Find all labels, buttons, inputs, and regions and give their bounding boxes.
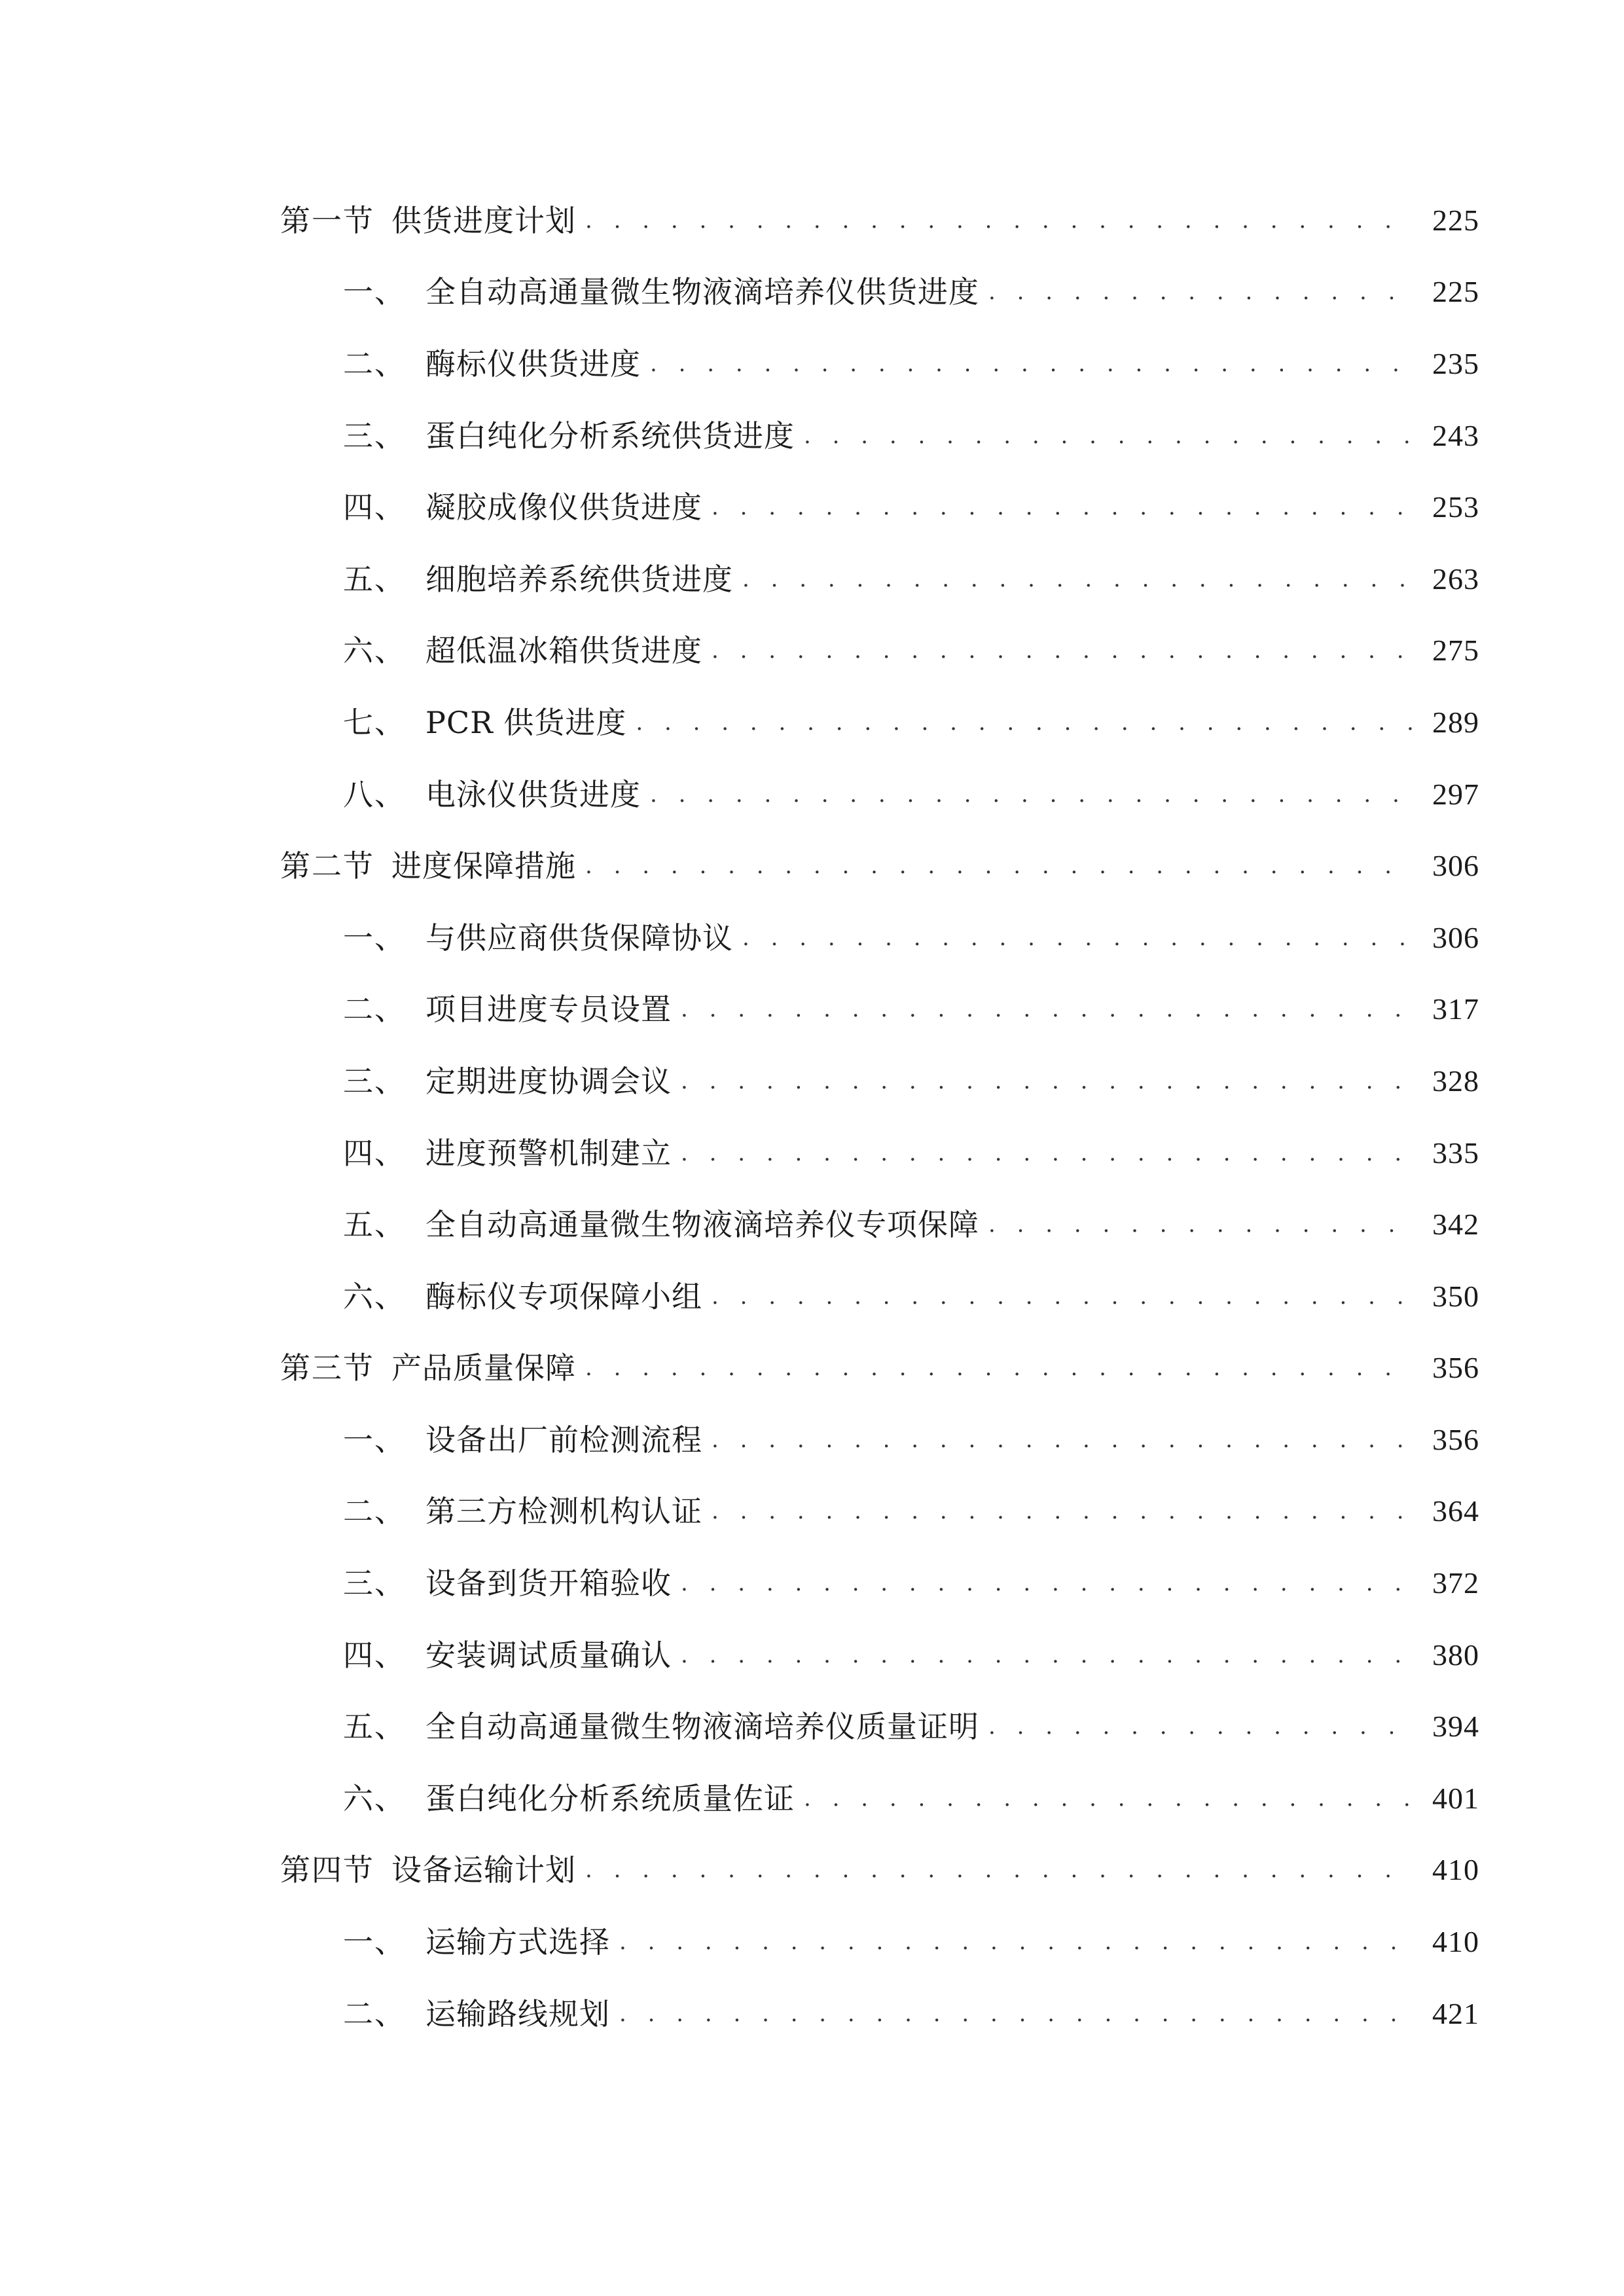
toc-entry-page-number: 350 [1432,1279,1479,1313]
toc-entry-number: 五、 [343,561,406,597]
toc-entry-title: 运输路线规划 [425,1996,610,2032]
toc-entry-title: 运输方式选择 [425,1924,610,1960]
toc-entry-title: 全自动高通量微生物液滴培养仪供货进度 [425,274,979,310]
toc-entry[interactable] [280,1547,1479,1619]
toc-entry-number: 六、 [343,1278,406,1314]
toc-entry-number: 一、 [343,274,406,310]
dot-leader [650,353,1415,375]
toc-entry-page-number: 225 [1432,275,1479,309]
toc-entry-page-number: 317 [1432,992,1479,1026]
toc-entry-number: 四、 [343,490,406,526]
dot-leader [712,1285,1415,1308]
toc-entry-number: 三、 [343,1566,406,1602]
toc-entry-title: 电泳仪供货进度 [425,776,641,812]
toc-entry-number: 三、 [343,418,406,454]
dot-leader [585,1859,1415,1881]
toc-entry-title: 蛋白纯化分析系统供货进度 [425,418,795,454]
dot-leader [681,1644,1415,1666]
dot-leader [742,927,1415,949]
dot-leader [712,1429,1415,1451]
toc-entry-number: 七、 [343,704,406,740]
toc-entry-number: 六、 [343,633,406,669]
toc-entry[interactable] [280,1261,1479,1333]
toc-entry-page-number: 394 [1432,1710,1479,1744]
toc-entry[interactable] [280,615,1479,687]
toc-entry[interactable] [280,1189,1479,1261]
dot-leader [712,1500,1415,1522]
toc-entry-number: 第三节 [280,1350,374,1386]
toc-entry[interactable] [280,974,1479,1046]
dot-leader [681,998,1415,1020]
toc-entry-page-number: 306 [1432,849,1479,883]
toc-entry[interactable] [280,471,1479,543]
toc-entry-page-number: 342 [1432,1208,1479,1242]
dot-leader [988,1715,1415,1738]
dot-leader [712,496,1415,518]
toc-entry-title: 酶标仪专项保障小组 [425,1278,702,1314]
dot-leader [681,1572,1415,1594]
toc-entry-title: 酶标仪供货进度 [425,346,641,382]
toc-entry-number: 第四节 [280,1852,374,1888]
toc-entry-number: 八、 [343,776,406,812]
toc-entry-page-number: 263 [1432,562,1479,596]
toc-entry-number: 四、 [343,1135,406,1171]
dot-leader [619,1931,1415,1953]
toc-entry[interactable] [280,902,1479,974]
toc-entry-number: 第一节 [280,202,374,238]
toc-entry-page-number: 306 [1432,920,1479,954]
dot-leader [988,281,1415,303]
dot-leader [988,1213,1415,1236]
toc-entry[interactable] [280,185,1479,257]
dot-leader [650,783,1415,806]
toc-entry-title: 安装调试质量确认 [425,1637,672,1673]
toc-entry-page-number: 289 [1432,705,1479,739]
toc-entry-title: 超低温冰箱供货进度 [425,633,702,669]
toc-entry[interactable] [280,328,1479,400]
dot-leader [712,639,1415,662]
dot-leader [742,568,1415,590]
dot-leader [681,1070,1415,1092]
dot-leader [585,209,1415,232]
toc-entry-title: 蛋白纯化分析系统质量佐证 [425,1780,795,1816]
toc-entry[interactable] [280,1835,1479,1907]
toc-entry-number: 六、 [343,1780,406,1816]
table-of-contents [280,185,1479,2049]
toc-entry[interactable] [280,1333,1479,1405]
toc-entry-title: 设备运输计划 [391,1852,576,1888]
toc-entry-page-number: 380 [1432,1638,1479,1672]
toc-entry[interactable] [280,1619,1479,1691]
toc-entry-number: 五、 [343,1207,406,1243]
toc-entry-number: 三、 [343,1063,406,1099]
toc-entry-number: 二、 [343,1494,406,1530]
toc-entry-title: 全自动高通量微生物液滴培养仪质量证明 [425,1709,979,1745]
toc-entry-title: 设备出厂前检测流程 [425,1422,702,1458]
toc-entry[interactable] [280,1045,1479,1117]
toc-entry-title: PCR 供货进度 [425,704,627,740]
toc-entry-title: 细胞培养系统供货进度 [425,561,733,597]
toc-entry-title: 进度预警机制建立 [425,1135,672,1171]
toc-entry-title: 凝胶成像仪供货进度 [425,490,702,526]
toc-entry[interactable] [280,1691,1479,1763]
toc-entry[interactable] [280,687,1479,759]
toc-entry-number: 一、 [343,1422,406,1458]
toc-entry-number: 五、 [343,1709,406,1745]
dot-leader [585,1357,1415,1379]
toc-entry-page-number: 364 [1432,1494,1479,1528]
toc-entry[interactable] [280,1117,1479,1189]
toc-entry[interactable] [280,257,1479,329]
toc-entry[interactable] [280,1906,1479,1978]
toc-entry-page-number: 328 [1432,1064,1479,1098]
toc-entry-title: 第三方检测机构认证 [425,1494,702,1530]
toc-entry-number: 四、 [343,1637,406,1673]
toc-entry-number: 一、 [343,920,406,956]
toc-entry-title: 项目进度专员设置 [425,992,672,1028]
toc-entry[interactable] [280,1404,1479,1476]
toc-entry-page-number: 356 [1432,1351,1479,1385]
dot-leader [585,855,1415,877]
dot-leader [804,1787,1415,1810]
toc-entry-number: 二、 [343,992,406,1028]
toc-entry-title: 全自动高通量微生物液滴培养仪专项保障 [425,1207,979,1243]
dot-leader [681,1142,1415,1164]
toc-entry-title: 设备到货开箱验收 [425,1566,672,1602]
toc-entry-page-number: 297 [1432,777,1479,811]
toc-entry-title: 产品质量保障 [391,1350,576,1386]
toc-entry-page-number: 372 [1432,1566,1479,1600]
toc-entry[interactable] [280,543,1479,615]
toc-entry-title: 供货进度计划 [391,202,576,238]
toc-entry-page-number: 253 [1432,490,1479,524]
toc-entry-page-number: 401 [1432,1781,1479,1815]
toc-entry-number: 二、 [343,346,406,382]
toc-entry-page-number: 421 [1432,1996,1479,2030]
toc-entry[interactable] [280,1476,1479,1548]
dot-leader [636,711,1415,734]
toc-entry-number: 一、 [343,1924,406,1960]
toc-entry-page-number: 235 [1432,346,1479,380]
toc-entry-title: 与供应商供货保障协议 [425,920,733,956]
toc-entry-page-number: 243 [1432,418,1479,452]
toc-entry-page-number: 225 [1432,203,1479,237]
toc-entry-number: 第二节 [280,848,374,884]
toc-entry-page-number: 410 [1432,1853,1479,1887]
toc-entry-title: 定期进度协调会议 [425,1063,672,1099]
toc-entry[interactable] [280,759,1479,831]
toc-entry-title: 进度保障措施 [391,848,576,884]
toc-entry[interactable] [280,830,1479,902]
toc-entry-page-number: 335 [1432,1136,1479,1170]
toc-entry[interactable] [280,1978,1479,2050]
dot-leader [619,2003,1415,2025]
toc-entry-page-number: 275 [1432,634,1479,668]
dot-leader [804,425,1415,447]
toc-entry[interactable] [280,1763,1479,1835]
toc-entry-page-number: 356 [1432,1422,1479,1456]
toc-entry[interactable] [280,400,1479,472]
toc-entry-number: 二、 [343,1996,406,2032]
toc-entry-page-number: 410 [1432,1925,1479,1959]
